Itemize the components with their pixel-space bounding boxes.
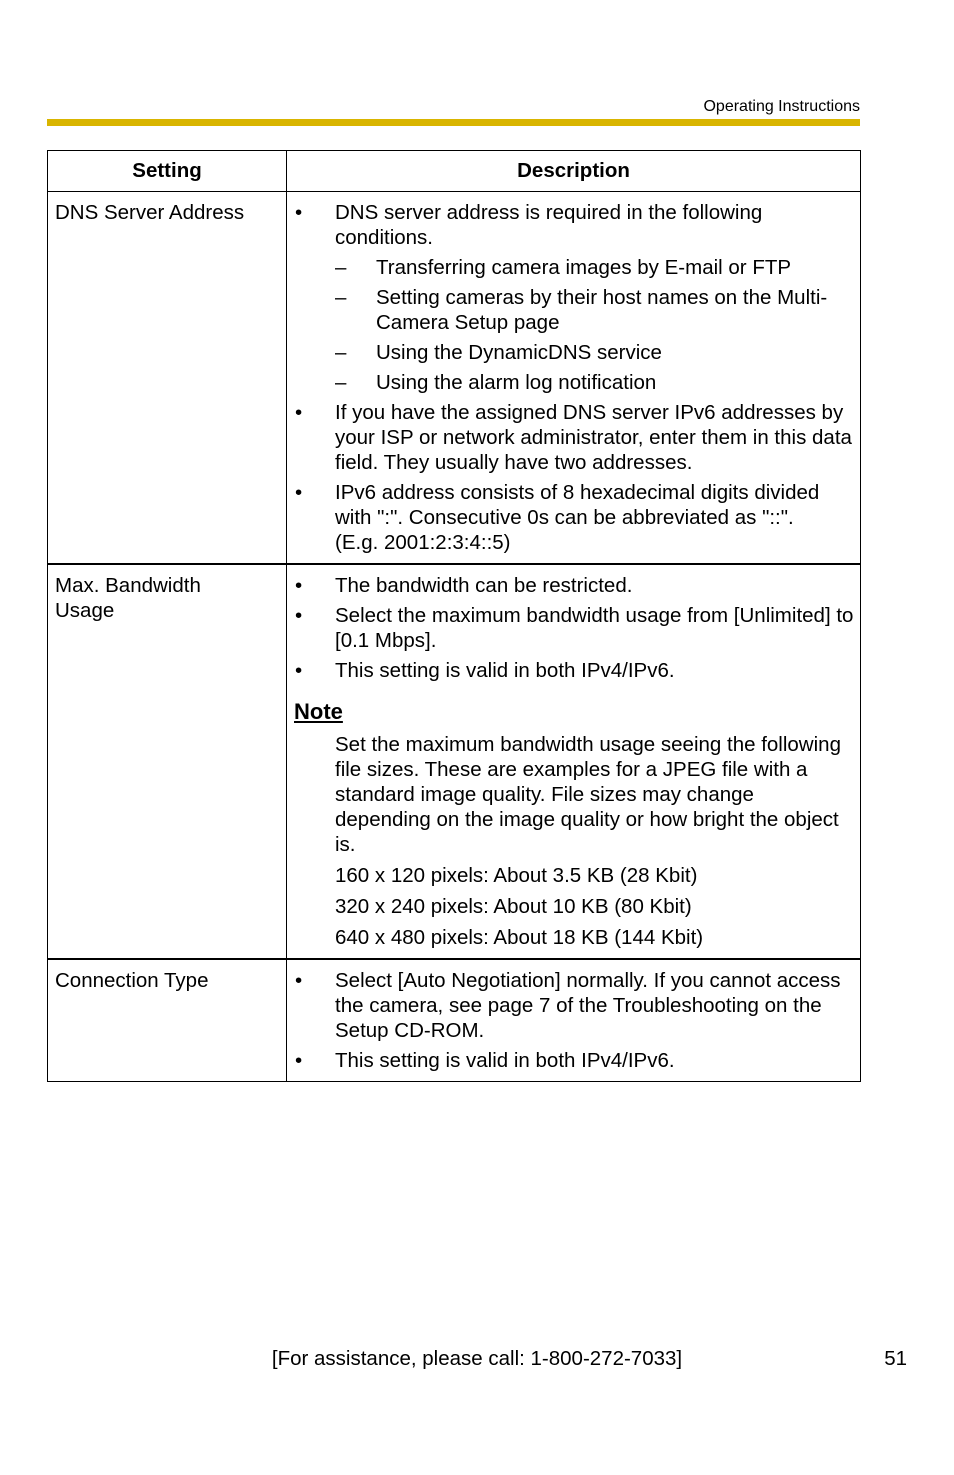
- bullet-icon: •: [295, 574, 303, 597]
- setting-name: DNS Server Address: [48, 192, 287, 565]
- assistance-text: [For assistance, please call: 1-800-272-7033]: [271, 1347, 683, 1370]
- table-row: [48, 959, 861, 1082]
- bullet-item: [294, 658, 854, 683]
- bullet-icon: •: [295, 969, 303, 992]
- bullet-item: [294, 400, 854, 475]
- setting-name: Connection Type: [48, 959, 287, 1082]
- bullet-item: [294, 968, 854, 1043]
- bullet-text: IPv6 address consists of 8 hexadecimal digits divided with ":". Consecutive 0s can be abbreviated as "::".: [335, 481, 820, 529]
- page-number: 51: [884, 1347, 907, 1370]
- note-paragraph: Set the maximum bandwidth usage seeing the following file sizes. These are examples for a JPEG file with a standard image quality. File sizes may change depending on the image quality or how bright the object is.: [335, 733, 841, 856]
- table-row: [48, 192, 861, 565]
- bullet-text: The bandwidth can be restricted.: [335, 574, 633, 597]
- file-size-line: 160 x 120 pixels: About 3.5 KB (28 Kbit): [335, 864, 698, 887]
- assistance-footer: [0, 1346, 954, 1371]
- note-body: [294, 732, 854, 950]
- description-column-header: Description: [287, 151, 861, 192]
- dash-text: Setting cameras by their host names on the Multi-Camera Setup page: [376, 286, 828, 334]
- dash-item: [335, 340, 854, 365]
- note-title: Note: [294, 699, 343, 724]
- dash-text: Using the alarm log notification: [376, 371, 657, 394]
- bullet-list: [294, 968, 854, 1073]
- bullet-list: [294, 573, 854, 683]
- table-row: [48, 564, 861, 959]
- header-rule: [47, 119, 860, 126]
- running-header: Operating Instructions: [703, 98, 860, 115]
- example-text: (E.g. 2001:2:3:4::5): [335, 531, 511, 554]
- bullet-item: [294, 1048, 854, 1073]
- bullet-item: [294, 480, 854, 555]
- bullet-icon: •: [295, 659, 303, 682]
- bullet-icon: •: [295, 604, 303, 627]
- bullet-text: Select the maximum bandwidth usage from [Unlimited] to [0.1 Mbps].: [335, 604, 854, 652]
- setting-name: Max. Bandwidth Usage: [48, 564, 287, 959]
- bullet-item: [294, 573, 854, 598]
- bullet-text: This setting is valid in both IPv4/IPv6.: [335, 659, 675, 682]
- dash-item: [335, 370, 854, 395]
- bullet-icon: •: [295, 401, 303, 424]
- dash-icon: –: [335, 256, 347, 279]
- bullet-list: [294, 200, 854, 555]
- bullet-text: Select [Auto Negotiation] normally. If you cannot access the camera, see page 7 of the Troubleshooting on the Setup CD-ROM.: [335, 969, 841, 1042]
- dash-item: [335, 255, 854, 280]
- dash-icon: –: [335, 341, 347, 364]
- setting-column-header: Setting: [48, 151, 287, 192]
- file-size-line: 640 x 480 pixels: About 18 KB (144 Kbit): [335, 926, 704, 949]
- bullet-text: DNS server address is required in the following conditions.: [335, 201, 763, 249]
- bullet-text: This setting is valid in both IPv4/IPv6.: [335, 1049, 675, 1072]
- table-header-row: [48, 151, 861, 192]
- setting-description: [287, 192, 861, 565]
- file-size-line: 320 x 240 pixels: About 10 KB (80 Kbit): [335, 895, 692, 918]
- bullet-item: [294, 603, 854, 653]
- dash-item: [335, 285, 854, 335]
- setting-description: [287, 959, 861, 1082]
- bullet-text: If you have the assigned DNS server IPv6 addresses by your ISP or network administrator, enter them in this data field. They usually have two addresses.: [335, 401, 852, 474]
- dash-icon: –: [335, 371, 347, 394]
- setting-description: [287, 564, 861, 959]
- dash-icon: –: [335, 286, 347, 309]
- bullet-icon: •: [295, 201, 303, 224]
- dash-text: Transferring camera images by E-mail or FTP: [376, 256, 792, 279]
- bullet-item: [294, 200, 854, 395]
- dash-text: Using the DynamicDNS service: [376, 341, 662, 364]
- bullet-icon: •: [295, 1049, 303, 1072]
- bullet-icon: •: [295, 481, 303, 504]
- settings-table: [47, 150, 861, 1082]
- dash-list: [335, 255, 854, 395]
